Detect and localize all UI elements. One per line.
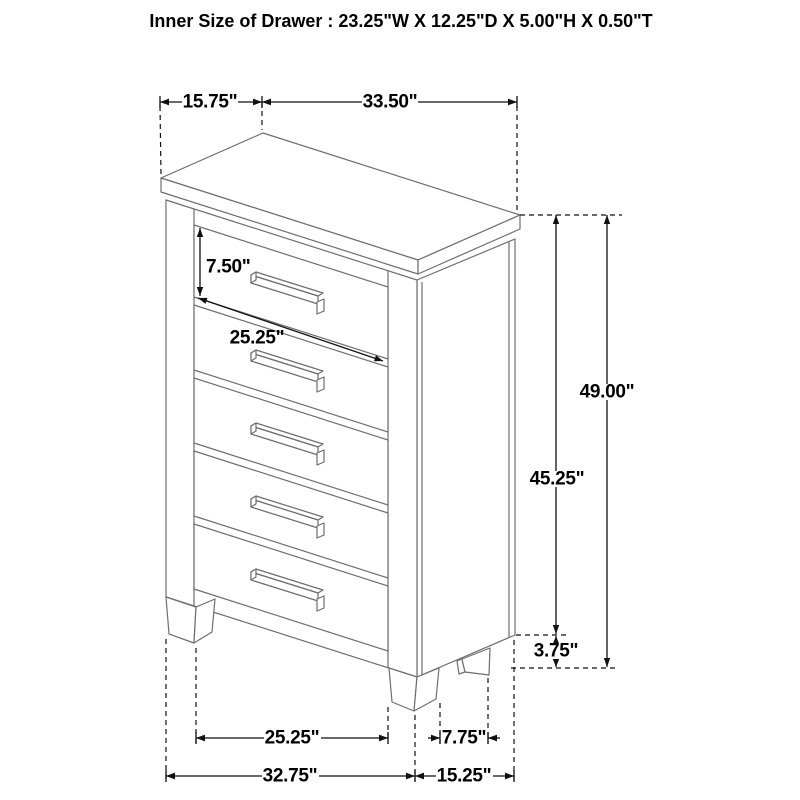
cabinet-side-panel [417,239,515,677]
dim-body-height-label: 45.25" [529,468,585,490]
dim-base-depth-label: 15.25" [436,765,492,787]
dim-drawer-width-label: 25.25" [229,327,285,349]
cabinet-drawing [161,133,520,711]
dim-front-feet-span-label: 25.25" [264,727,320,749]
dim-side-feet-gap-label: 7.75" [441,727,487,749]
dim-top-width-label: 33.50" [362,91,418,113]
dim-foot-height-label: 3.75" [533,640,579,662]
dim-base-row [166,766,514,787]
dim-top [160,92,517,113]
dim-heights [528,215,636,667]
dim-drawer-height-label: 7.50" [206,256,251,278]
dim-top-depth-label: 15.75" [182,91,238,113]
dim-overall-height-label: 49.00" [579,381,635,403]
dim-base-width-label: 32.75" [262,765,318,787]
page-title: Inner Size of Drawer : 23.25"W X 12.25"D X 5.00"H X 0.50"T [149,11,653,31]
dim-feet-row [196,728,500,749]
